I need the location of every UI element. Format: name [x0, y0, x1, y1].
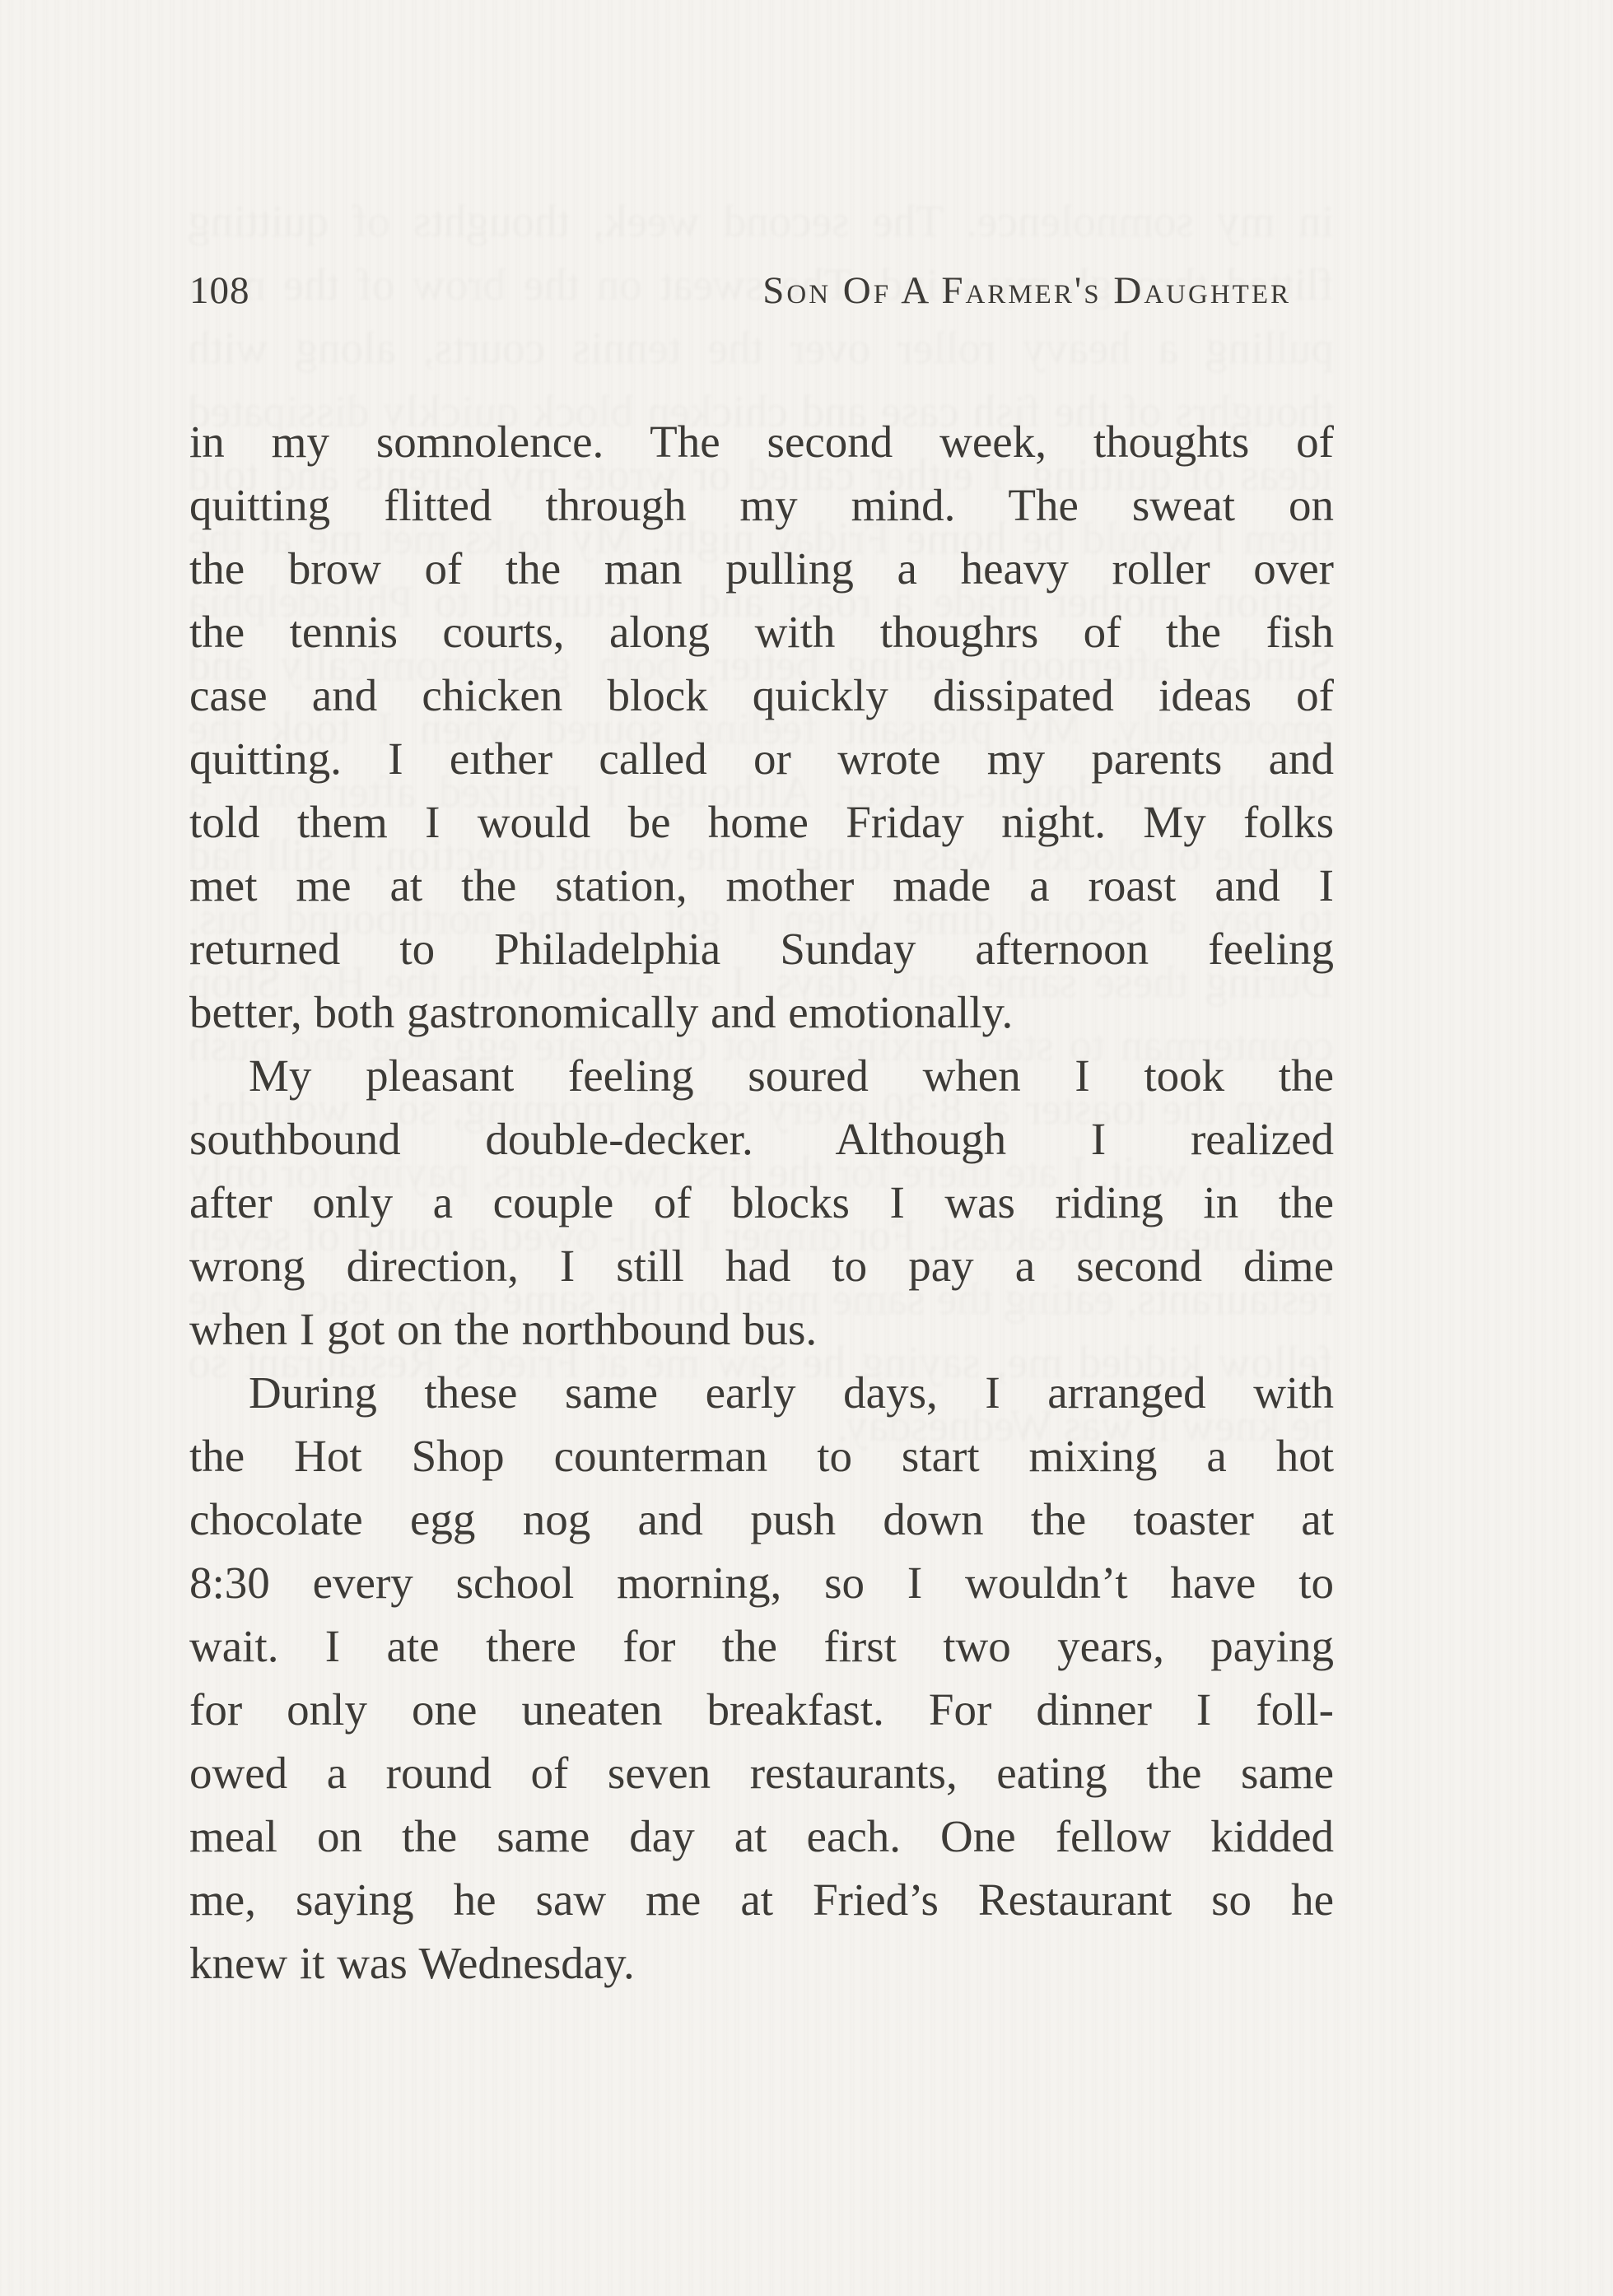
text-line: wait. I ate there for the first two years, paying	[189, 1621, 1334, 1671]
text-line: told them I would be home Friday night. My folks	[189, 797, 1334, 847]
text-line: for only one uneaten breakfast. For dinner I foll-	[189, 1684, 1334, 1735]
text-line: 8:30 every school morning, so I wouldn’t have to	[189, 1558, 1334, 1608]
running-head	[189, 268, 1334, 313]
text-line: My pleasant feeling soured when I took the	[249, 1050, 1334, 1101]
text-line: in my somnolence. The second week, thoughts of	[189, 417, 1334, 467]
text-line: southbound double-decker. Although I realized	[189, 1114, 1334, 1164]
text-line: During these same early days, I arranged with	[249, 1367, 1334, 1418]
text-line: wrong direction, I still had to pay a second dime	[189, 1241, 1334, 1291]
text-line: quitting flitted through my mind. The sweat on	[189, 480, 1334, 530]
running-title: Son Of A Farmer's Daughter	[762, 269, 1291, 312]
paragraph	[189, 410, 1334, 1044]
text-line: quitting. I eıther called or wrote my parents and	[189, 734, 1334, 784]
text-line: me, saying he saw me at Fried’s Restaurant so he	[189, 1875, 1334, 1925]
text-line: owed a round of seven restaurants, eating the same	[189, 1748, 1334, 1798]
text-block	[189, 410, 1334, 1995]
text-line: meal on the same day at each. One fellow kidded	[189, 1811, 1334, 1861]
text-line: returned to Philadelphia Sunday afternoon feeling	[189, 924, 1334, 974]
text-line: case and chicken block quickly dissipated ideas of	[189, 670, 1334, 720]
paragraph	[189, 1044, 1334, 1361]
text-line: chocolate egg nog and push down the toaster at	[189, 1494, 1334, 1544]
paragraph	[189, 1361, 1334, 1995]
text-line: knew it was Wednesday.	[189, 1938, 635, 1988]
text-line: the brow of the man pulling a heavy roller over	[189, 543, 1334, 594]
text-line: when I got on the northbound bus.	[189, 1304, 818, 1354]
page-number: 108	[189, 269, 250, 312]
text-line: the tennis courts, along with thoughrs of the fish	[189, 607, 1334, 657]
text-line: met me at the station, mother made a roast and I	[189, 860, 1334, 910]
text-line: better, both gastronomically and emotionally.	[189, 987, 1014, 1037]
text-line: the Hot Shop counterman to start mixing a hot	[189, 1431, 1334, 1481]
text-line: after only a couple of blocks I was riding in the	[189, 1177, 1334, 1227]
